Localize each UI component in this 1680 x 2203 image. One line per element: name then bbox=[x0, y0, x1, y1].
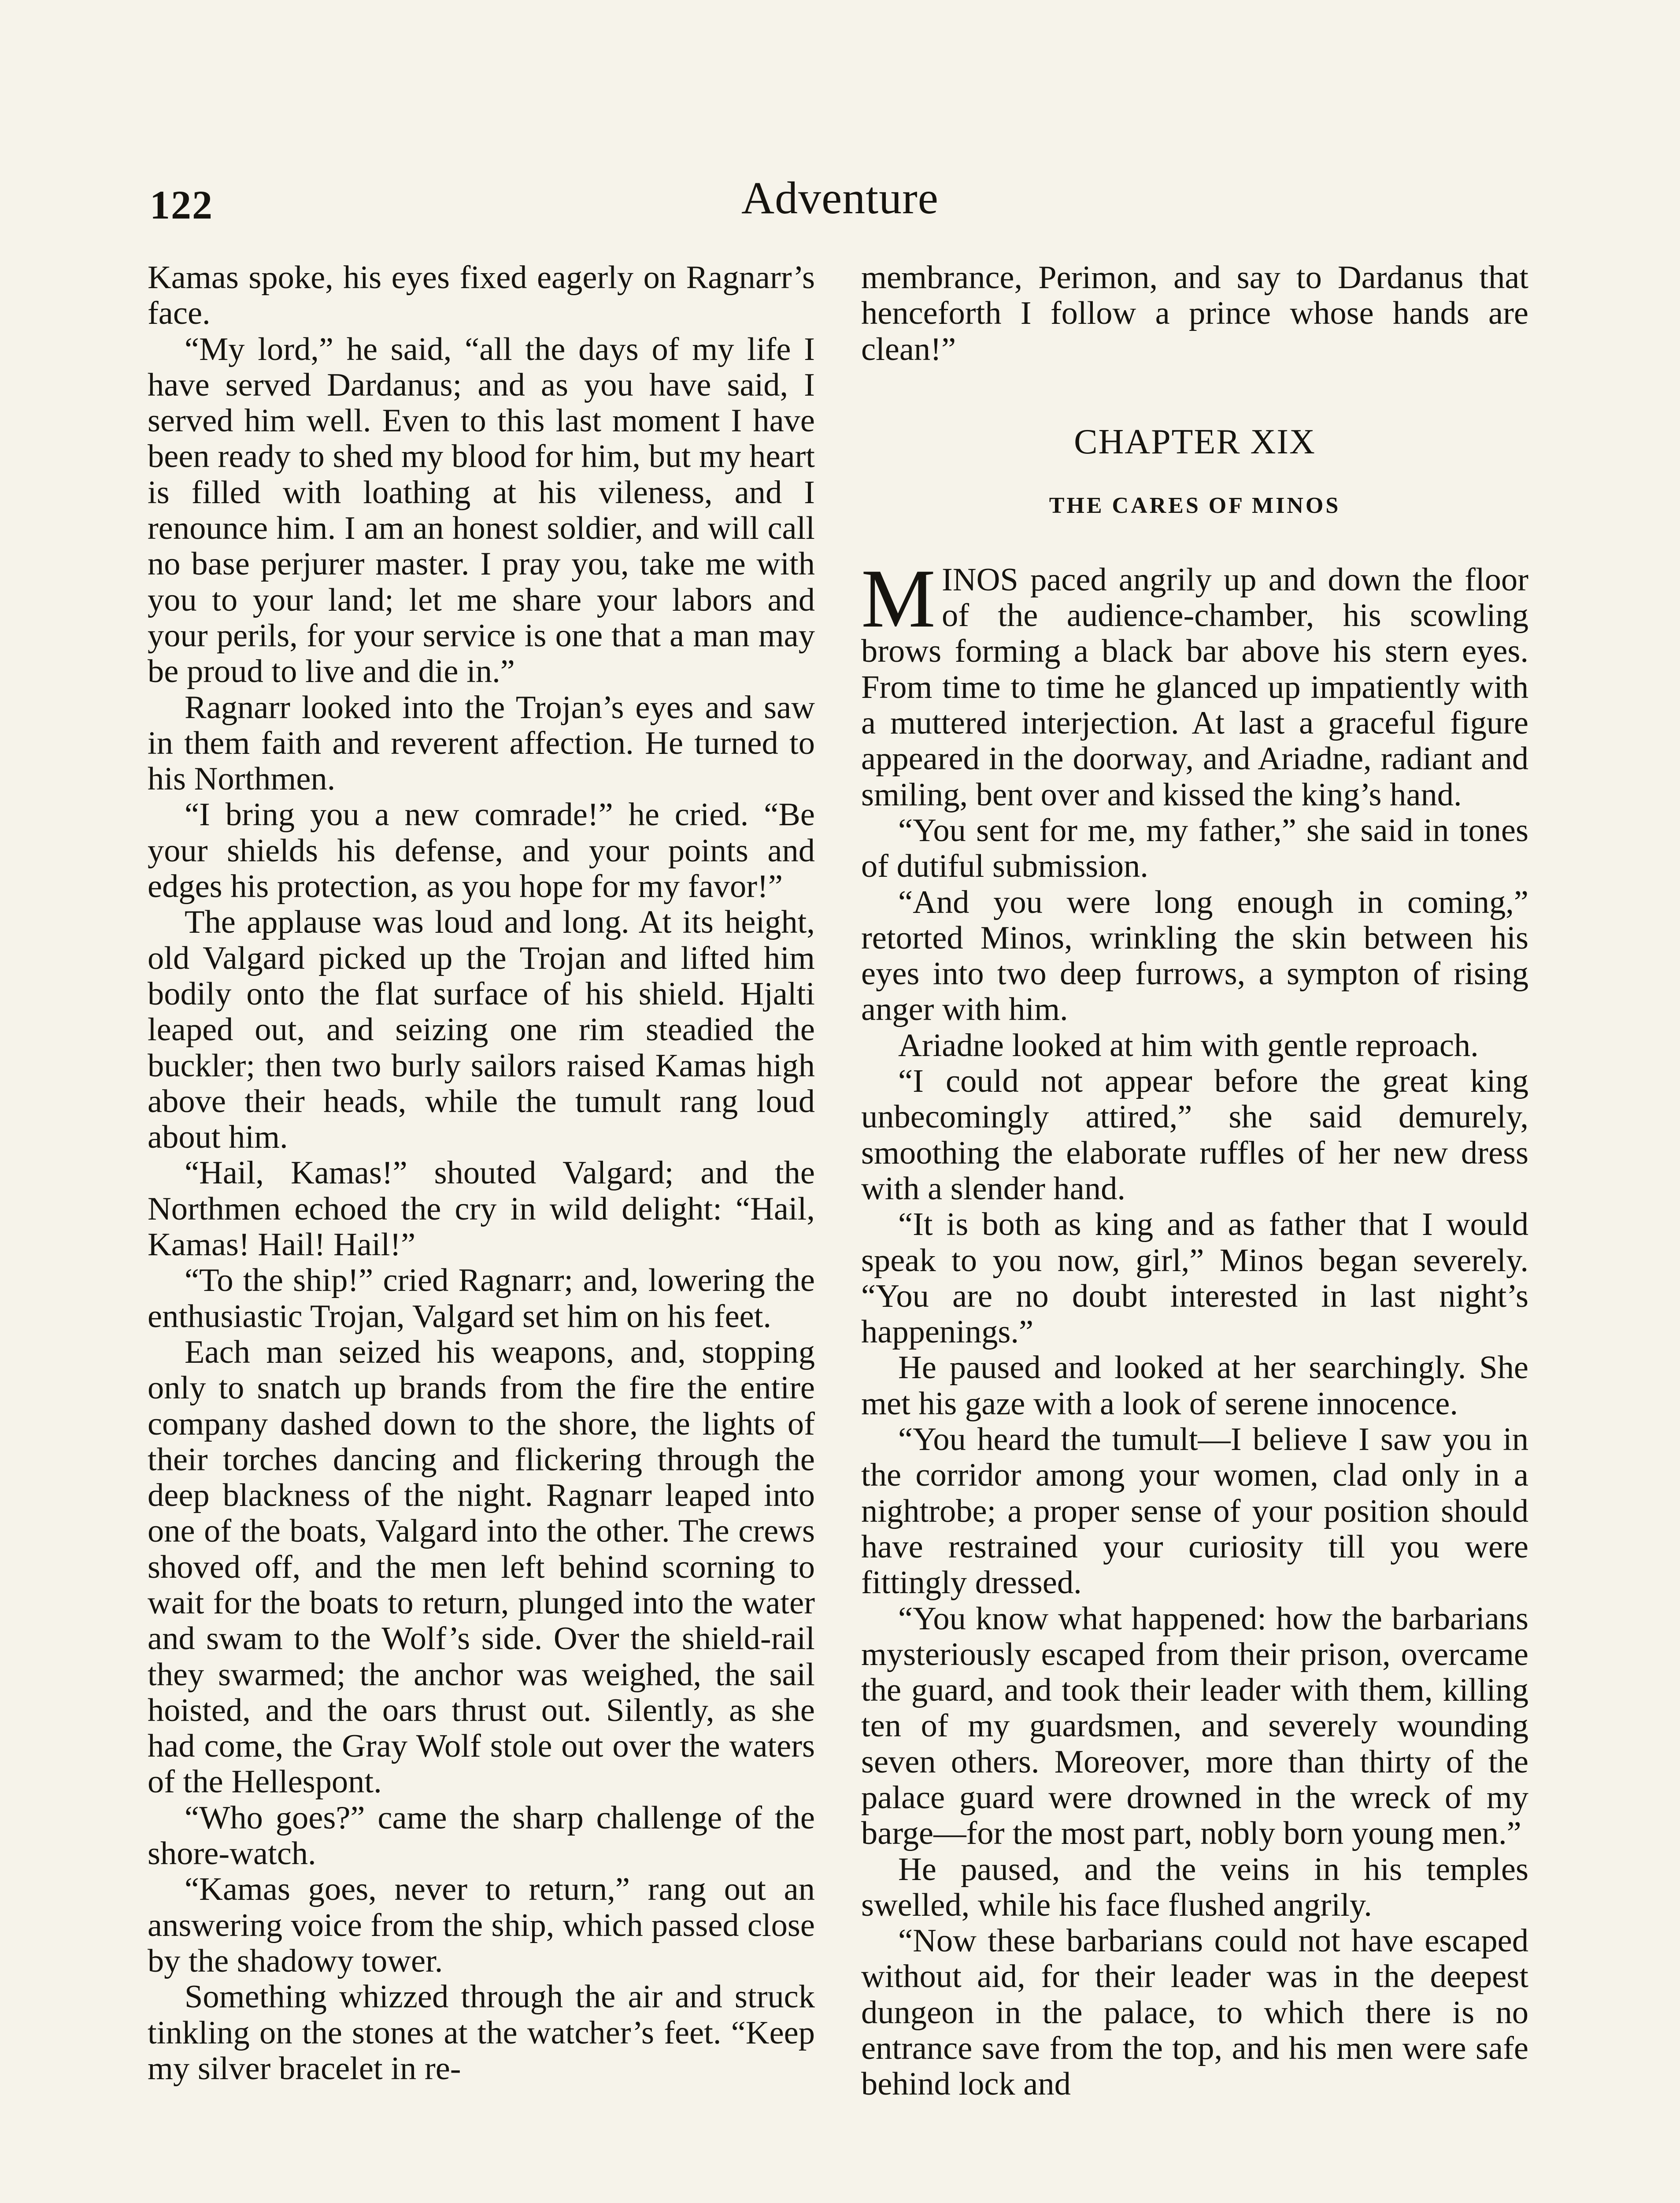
continuation-paragraph: membrance, Perimon, and say to Dardanus that henceforth I follow a prince whose hands are clean!” bbox=[861, 260, 1528, 367]
paragraph: “Who goes?” came the sharp challenge of the shore-watch. bbox=[148, 1799, 815, 1872]
paragraph: “Hail, Kamas!” shouted Valgard; and the Northmen echoed the cry in wild delight: “Hail, Kamas! Hail! Hail!” bbox=[148, 1155, 815, 1263]
paragraph: “My lord,” he said, “all the days of my life I have served Dardanus; and as you have said, I served him well. Even to this last moment I have been ready to shed my blood for him, but my heart is filled with loathing at his vileness, and I renounce him. I am an honest soldier, and will call no base perjurer master. I pray you, take me with you to your land; let me share your labors and your perils, for your service is one that a man may be proud to live and die in.” bbox=[148, 331, 815, 690]
paragraph: The applause was loud and long. At its height, old Valgard picked up the Trojan and lifted him bodily onto the flat surface of his shield. Hjalti leaped out, and seizing one rim steadied the buckler; then two burly sailors raised Kamas high above their heads, while the tumult rang loud about him. bbox=[148, 904, 815, 1156]
right-column bbox=[861, 260, 1528, 2103]
paragraph: “You sent for me, my father,” she said in tones of dutiful submission. bbox=[861, 812, 1528, 885]
paragraph: “It is both as king and as father that I would speak to you now, girl,” Minos began severely. “You are no doubt interested in last night’s happenings.” bbox=[861, 1206, 1528, 1350]
chapter-subtitle: THE CARES OF MINOS bbox=[1049, 493, 1341, 518]
opening-paragraph bbox=[861, 552, 1528, 813]
paragraph: Each man seized his weapons, and, stopping only to snatch up brands from the fire the entire company dashed down to the shore, the lights of their torches dancing and flickering through the deep blackness of the night. Ragnarr leaped into one of the boats, Valgard into the other. The crews shoved off, and the men left behind scorning to wait for the boats to return, plunged into the water and swam to the Wolf’s side. Over the shield-rail they swarmed; the anchor was weighed, the sail hoisted, and the oars thrust out. Silently, as she had come, the Gray Wolf stole out over the waters of the Hellespont. bbox=[148, 1334, 815, 1800]
paragraph: Ragnarr looked into the Trojan’s eyes and saw in them faith and reverent affection. He turned to his Northmen. bbox=[148, 689, 815, 797]
paragraph: Ariadne looked at him with gentle reproach. bbox=[898, 1027, 1479, 1064]
page-number: 122 bbox=[150, 182, 213, 227]
drop-cap: M bbox=[861, 552, 936, 645]
paragraph: “Kamas goes, never to return,” rang out an answering voice from the ship, which passed close by the shadowy tower. bbox=[148, 1871, 815, 1979]
paragraph: “And you were long enough in coming,” retorted Minos, wrinkling the skin between his eyes into two deep furrows, a sympton of rising anger with him. bbox=[861, 884, 1528, 1028]
paragraph: “I bring you a new comrade!” he cried. “Be your shields his defense, and your points and edges his protection, as you hope for my favor!” bbox=[148, 797, 815, 905]
paragraph: He paused and looked at her searchingly. She met his gaze with a look of serene innocence. bbox=[861, 1350, 1528, 1422]
paragraph: “I could not appear before the great king unbecomingly attired,” she said demurely, smoothing the elaborate ruffles of her new dress with a slender hand. bbox=[861, 1063, 1528, 1207]
page-header bbox=[0, 172, 1680, 234]
opening-text: INOS paced angrily up and down the floor of the audience-chamber, his scowling brows forming a black bar above his stern eyes. From time to time he glanced up impatiently with a muttered interjection. At last a graceful figure appeared in the doorway, and Ariadne, radiant and smiling, bent over and kissed the king’s hand. bbox=[861, 561, 1528, 813]
paragraph: “You heard the tumult—I believe I saw you in the corridor among your women, clad only in a nightrobe; a proper sense of your position should have restrained your curiosity till you were fittingly dressed. bbox=[861, 1421, 1528, 1601]
paragraph: Kamas spoke, his eyes fixed eagerly on Ragnarr’s face. bbox=[148, 260, 815, 332]
running-title: Adventure bbox=[741, 173, 939, 223]
paragraph: “To the ship!” cried Ragnarr; and, lowering the enthusiastic Trojan, Valgard set him on his feet. bbox=[148, 1262, 815, 1335]
paragraph: Something whizzed through the air and struck tinkling on the stones at the watcher’s feet. “Keep my silver bracelet in re- bbox=[148, 1979, 815, 2087]
paragraph: “You know what happened: how the barbarians mysteriously escaped from their prison, overcame the guard, and took their leader with them, killing ten of my guardsmen, and severely wounding seven others. Moreover, more than thirty of the palace guard were drowned in the wreck of my barge—for the most part, nobly born young men.” bbox=[861, 1600, 1528, 1852]
paragraph: He paused, and the veins in his temples swelled, while his face flushed angrily. bbox=[861, 1851, 1528, 1923]
chapter-title: CHAPTER XIX bbox=[1074, 422, 1316, 461]
left-column bbox=[148, 260, 815, 2087]
paragraph: “Now these barbarians could not have escaped without aid, for their leader was in the deepest dungeon in the palace, to which there is no entrance save from the top, and his men were safe behind lock and bbox=[861, 1923, 1528, 2103]
